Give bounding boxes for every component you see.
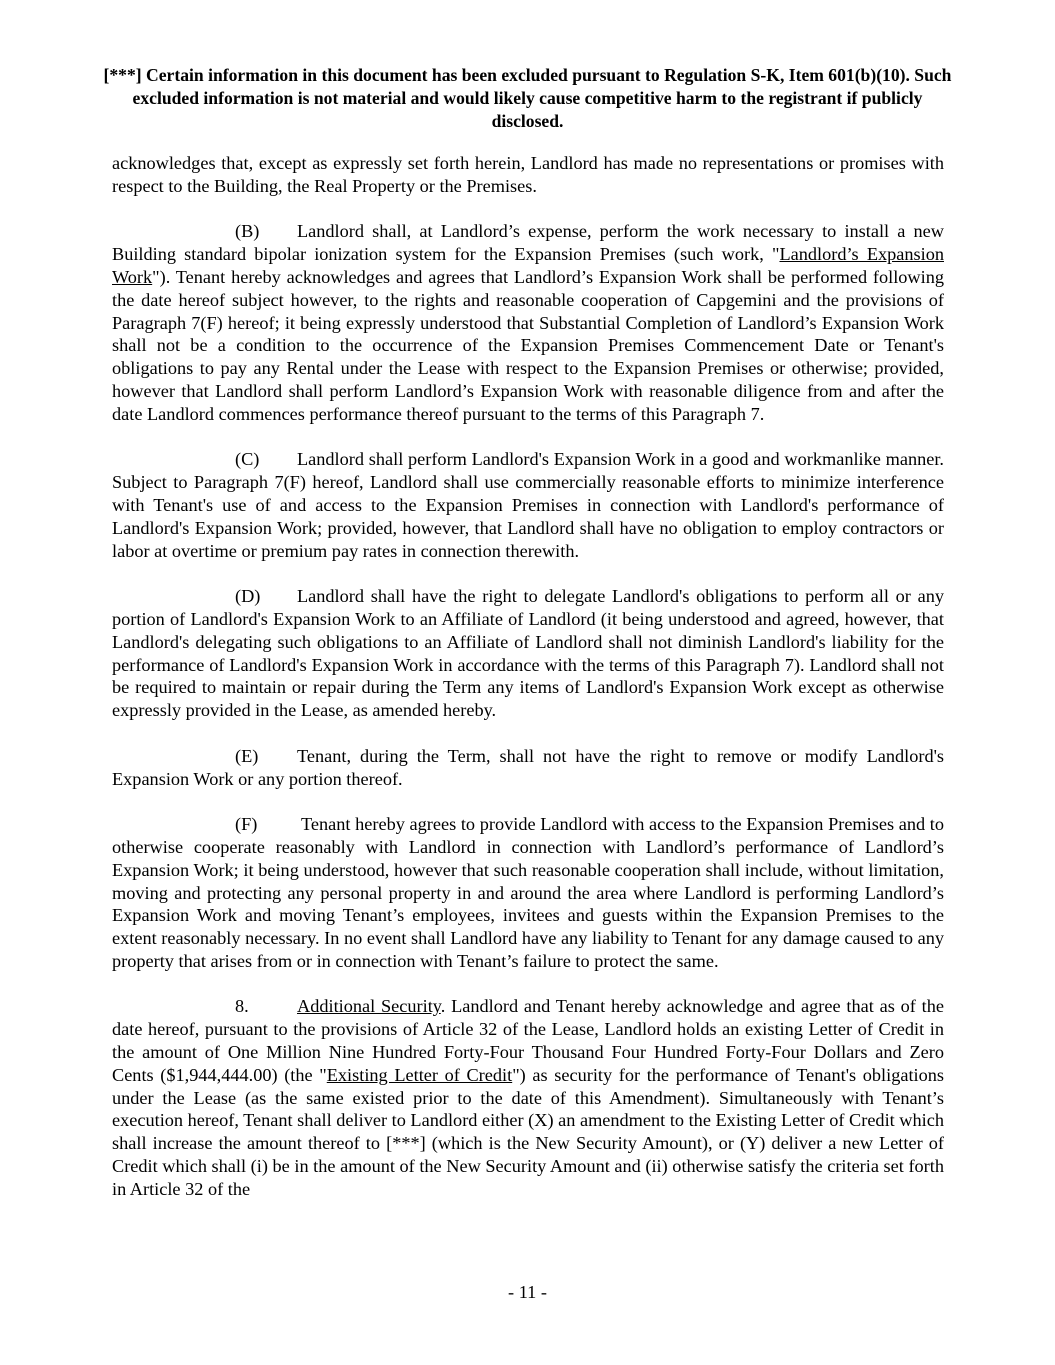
page-number: - 11 -	[508, 1282, 547, 1302]
paragraph-text: Tenant, during the Term, shall not have the right to remove or modify Landlord's Expansion Work or any portion thereof.	[112, 745, 944, 789]
defined-term: Landlord’s Expansion Work	[112, 244, 944, 287]
section-number: 8.	[235, 996, 249, 1017]
section-8-additional-security	[112, 995, 944, 1200]
paragraph-7d	[112, 585, 944, 722]
paragraph-text: Landlord shall, at Landlord’s expense, perform the work necessary to install a new Building standard bipolar ionization system for the Expansion Premises (such work, "	[112, 221, 944, 265]
paragraph-7f	[112, 813, 944, 973]
paragraph-text: Landlord shall perform Landlord's Expansion Work in a good and workmanlike manner. Subject to Paragraph 7(F) hereof, Landlord shall use commercially reasonable efforts to minimize interference with Tenant's use of and access to the Expansion Premises in connection with Landlord's performance of Landlord's Expansion Work; provided, however, that Landlord shall have no obligation to employ contractors or labor at overtime or premium pay rates in connection therewith.	[112, 449, 944, 561]
paragraph-text: Landlord shall have the right to delegate Landlord's obligations to perform all or any portion of Landlord's Expansion Work to an Affiliate of Landlord (it being understood and agreed, however, that Landlord's delegating such obligations to an Affiliate of Landlord shall not diminish Landlord's liability for the performance of Landlord's Expansion Work in accordance with the terms of this Paragraph 7). Landlord shall not be required to maintain or repair during the Term any items of Landlord's Expansion Work except as otherwise expressly provided in the Lease, as amended hereby.	[112, 586, 944, 721]
defined-term: Existing Letter of Credit	[326, 1064, 513, 1085]
paragraph-7e	[112, 745, 944, 791]
paragraph-7b	[112, 220, 944, 425]
paragraph-text: "). Tenant hereby acknowledges and agrees that Landlord’s Expansion Work shall be performed following the date hereof subject however, to the rights and reasonable cooperation of Capgemini and the provisions of Paragraph 7(F) hereof; it being expressly understood that Substantial Completion of Landlord’s Expansion Work shall not be a condition to the occurrence of the Expansion Premises Commencement Date or Tenant's obligations to pay any Rental under the Lease with respect to the Expansion Premises or otherwise; provided, however that Landlord shall perform Landlord’s Expansion Work with reasonable diligence from and after the date Landlord commences performance thereof pursuant to the terms of this Paragraph 7.	[112, 266, 944, 424]
paragraph-7c	[112, 448, 944, 562]
paragraph-text: Tenant hereby agrees to provide Landlord with access to the Expansion Premises and to otherwise cooperate reasonably with Landlord in connection with Landlord’s performance of Landlord’s Expansion Work; it being understood, however that such reasonable cooperation shall include, without limitation, moving and protecting any personal property in and around the area where Landlord is performing Landlord’s Expansion Work and moving Tenant’s employees, invitees and guests within the Expansion Premises to the extent reasonably necessary. In no event shall Landlord have any liability to Tenant for any damage caused to any property that arises from or in connection with Tenant’s failure to protect the same.	[112, 814, 944, 971]
redaction-notice-header: [***] Certain information in this document has been excluded pursuant to Regulation S-K, Item 601(b)(10). Such excluded information is not material and would likely cause competitive harm to the registrant if publicly disclosed.	[103, 65, 952, 131]
paragraph-text: . Landlord and Tenant hereby acknowledge and agree that as of the date hereof, pursuant to the provisions of Article 32 of the Lease, Landlord holds an existing Letter of Credit in the amount of One Million Nine Hundred Forty-Four Thousand Four Hundred Forty-Four Dollars and Zero Cents ($1,944,444.00) (the "	[112, 996, 944, 1085]
paragraph-text: ") as security for the performance of Tenant's obligations under the Lease (as the same existed prior to the date of this Amendment). Simultaneously with Tenant’s execution hereof, Tenant shall deliver to Landlord either (X) an amendment to the Existing Letter of Credit which shall increase the amount thereof to [***] (which is the New Security Amount), or (Y) deliver a new Letter of Credit which shall (i) be in the amount of the New Security Amount and (ii) otherwise satisfy the criteria set forth in Article 32 of the	[112, 1064, 945, 1199]
continuation-paragraph: acknowledges that, except as expressly set forth herein, Landlord has made no representations or promises with respect to the Building, the Real Property or the Premises.	[112, 153, 944, 196]
paragraph-label: (F)	[235, 814, 258, 835]
paragraph-label: (C)	[235, 449, 260, 470]
paragraph-label: (B)	[235, 221, 260, 242]
paragraph-label: (D)	[235, 586, 261, 607]
document-body	[112, 152, 944, 1223]
paragraph-label: (E)	[235, 745, 259, 766]
section-heading: Additional Security	[297, 996, 441, 1017]
